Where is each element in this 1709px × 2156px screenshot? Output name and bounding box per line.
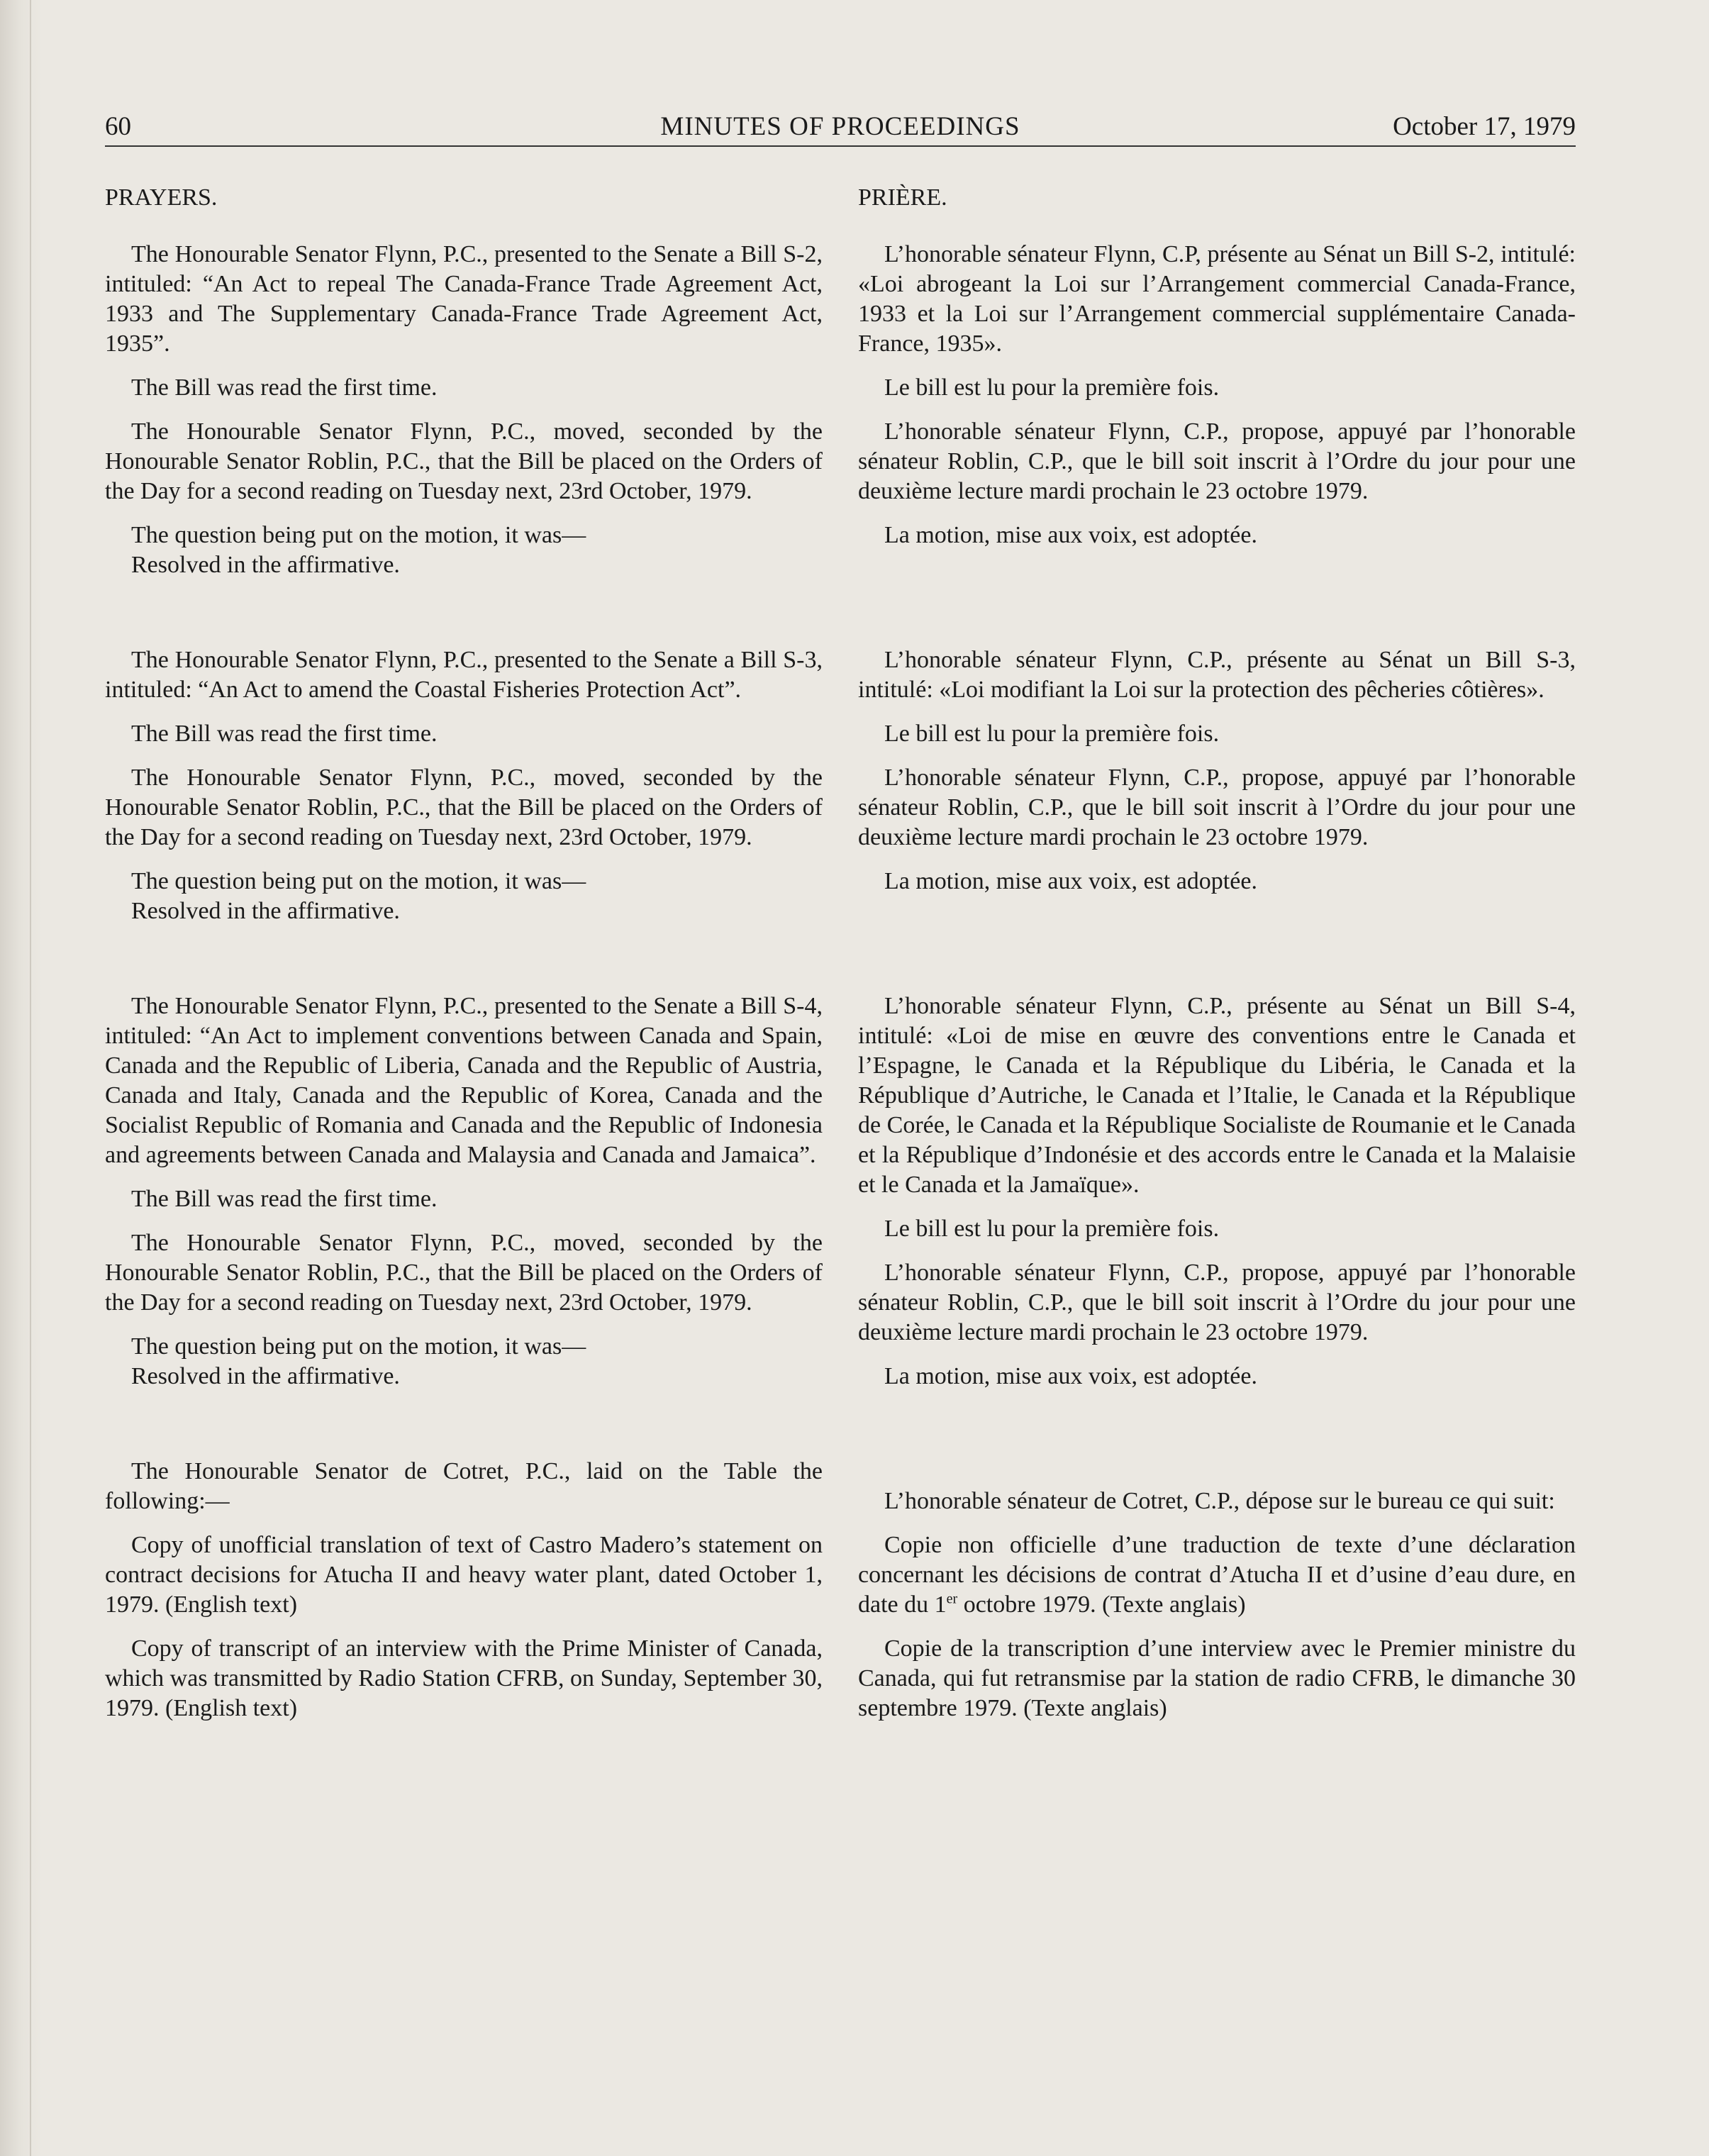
tabled-intro-fr: L’honorable sénateur de Cotret, C.P., dépose sur le bureau ce qui suit: bbox=[884, 1488, 1555, 1514]
bill-s3-resolved: Resolved in the affirmative. bbox=[131, 898, 400, 924]
bill-s3-read: The Bill was read the first time. bbox=[131, 721, 438, 747]
bill-s4-presented: The Honourable Senator Flynn, P.C., presented to the Senate a Bill S-4, intituled: “An Act to implement conventions between Canada and Spain, Canada and the Republic of Liberia, Canada and the Republic of Austria, Canada and Italy, Canada and the Republic of Korea, Canada and the Socialist Republic of Romania and Canada and the Republic of Indonesia and agreements between Canada and Malaysia and Canada and Jamaica”. bbox=[105, 993, 823, 1168]
bill-s4-read: The Bill was read the first time. bbox=[131, 1186, 438, 1212]
header-date: October 17, 1979 bbox=[1393, 112, 1576, 141]
page-number: 60 bbox=[105, 112, 131, 141]
bill-s3-adopted-fr: La motion, mise aux voix, est adoptée. bbox=[884, 868, 1257, 894]
tabled-item-1: Copy of unofficial translation of text of Castro Madero’s statement on contract decisions for Atucha II and heavy water plant, dated October 1, 1979. (English text) bbox=[105, 1532, 823, 1618]
bill-s4-presented-fr: L’honorable sénateur Flynn, C.P., présente au Sénat un Bill S-4, intitulé: «Loi de mise en œuvre des conventions entre le Canada et l’Espagne, le Canada et la République du Libéria, le Canada et la République d’Autriche, le Canada et l’Italie, le Canada et la République de Corée, le Canada et la République Socialiste de Roumanie et le Canada et la République d’Indonésie et des accords entre le Canada et la Malaisie et le Canada et la Jamaïque». bbox=[858, 993, 1576, 1198]
bill-s3-moved-fr: L’honorable sénateur Flynn, C.P., propose, appuyé par l’honorable sénateur Roblin, C.P., que le bill soit inscrit à l’Ordre du jour pour une deuxième lecture mardi prochain le 23 octobre 1979. bbox=[858, 765, 1576, 850]
bill-s2-presented: The Honourable Senator Flynn, P.C., presented to the Senate a Bill S-2, intituled: “An Act to repeal The Canada-France Trade Agreement Act, 1933 and The Supplementary Canada-France Trade Agreement Act, 1935”. bbox=[105, 241, 823, 357]
bill-s4-moved-fr: L’honorable sénateur Flynn, C.P., propose, appuyé par l’honorable sénateur Roblin, C.P., que le bill soit inscrit à l’Ordre du jour pour une deuxième lecture mardi prochain le 23 octobre 1979. bbox=[858, 1260, 1576, 1345]
page-title: MINUTES OF PROCEEDINGS bbox=[660, 112, 1020, 141]
bill-s4-adopted-fr: La motion, mise aux voix, est adoptée. bbox=[884, 1363, 1257, 1389]
bill-s3-read-fr: Le bill est lu pour la première fois. bbox=[884, 721, 1220, 747]
page-binding-edge bbox=[0, 0, 43, 2156]
section-heading-fr: PRIÈRE. bbox=[858, 184, 947, 211]
bill-s2-presented-fr: L’honorable sénateur Flynn, C.P, présente au Sénat un Bill S-2, intitulé: «Loi abrogeant la Loi sur l’Arrangement commercial Canada-France, 1933 et la Loi sur l’Arrangement commercial supplémentaire Canada-France, 1935». bbox=[858, 241, 1576, 357]
tabled-item-2: Copy of transcript of an interview with the Prime Minister of Canada, which was transmitted by Radio Station CFRB, on Sunday, September 30, 1979. (English text) bbox=[105, 1635, 823, 1721]
bill-s2-read: The Bill was read the first time. bbox=[131, 374, 438, 401]
tabled-item-1-fr-text: Copie non officielle d’une traduction de texte d’une déclaration concernant les décisions de contrat d’Atucha II et d’usine d’eau dure, en date du 1 bbox=[858, 1532, 1576, 1618]
bill-s3-presented: The Honourable Senator Flynn, P.C., presented to the Senate a Bill S-3, intituled: “An Act to amend the Coastal Fisheries Protection Act”. bbox=[105, 647, 823, 703]
french-column bbox=[858, 183, 1576, 1723]
english-column bbox=[105, 183, 823, 1723]
bill-s2-question: The question being put on the motion, it was— bbox=[131, 522, 586, 548]
bill-s2-moved-fr: L’honorable sénateur Flynn, C.P., propose, appuyé par l’honorable sénateur Roblin, C.P., que le bill soit inscrit à l’Ordre du jour pour une deuxième lecture mardi prochain le 23 octobre 1979. bbox=[858, 418, 1576, 504]
bill-s4-moved: The Honourable Senator Flynn, P.C., moved, seconded by the Honourable Senator Roblin, P.C., that the Bill be placed on the Orders of the Day for a second reading on Tuesday next, 23rd October, 1979. bbox=[105, 1230, 823, 1316]
bill-s2-resolved: Resolved in the affirmative. bbox=[131, 552, 400, 578]
ordinal-superscript: er bbox=[946, 1591, 958, 1607]
header-rule bbox=[105, 145, 1576, 147]
page-edge-line bbox=[30, 0, 31, 2156]
bill-s3-presented-fr: L’honorable sénateur Flynn, C.P., présente au Sénat un Bill S-3, intitulé: «Loi modifiant la Loi sur la protection des pêcheries côtières». bbox=[858, 647, 1576, 703]
bill-s4-read-fr: Le bill est lu pour la première fois. bbox=[884, 1216, 1220, 1242]
section-heading: PRAYERS. bbox=[105, 184, 218, 211]
running-header bbox=[105, 111, 1576, 148]
bill-s3-moved: The Honourable Senator Flynn, P.C., moved, seconded by the Honourable Senator Roblin, P.C., that the Bill be placed on the Orders of the Day for a second reading on Tuesday next, 23rd October, 1979. bbox=[105, 765, 823, 850]
tabled-item-1-fr-text-end: octobre 1979. (Texte anglais) bbox=[957, 1591, 1246, 1618]
bill-s2-moved: The Honourable Senator Flynn, P.C., moved, seconded by the Honourable Senator Roblin, P.C., that the Bill be placed on the Orders of the Day for a second reading on Tuesday next, 23rd October, 1979. bbox=[105, 418, 823, 504]
bill-s2-adopted-fr: La motion, mise aux voix, est adoptée. bbox=[884, 522, 1257, 548]
tabled-item-2-fr: Copie de la transcription d’une interview avec le Premier ministre du Canada, qui fut retransmise par la station de radio CFRB, le dimanche 30 septembre 1979. (Texte anglais) bbox=[858, 1635, 1576, 1721]
tabled-item-1-fr bbox=[858, 1530, 1576, 1620]
bill-s4-question: The question being put on the motion, it was— bbox=[131, 1333, 586, 1360]
bill-s3-question: The question being put on the motion, it was— bbox=[131, 868, 586, 894]
bill-s4-resolved: Resolved in the affirmative. bbox=[131, 1363, 400, 1389]
tabled-intro: The Honourable Senator de Cotret, P.C., laid on the Table the following:— bbox=[105, 1458, 823, 1514]
bill-s2-read-fr: Le bill est lu pour la première fois. bbox=[884, 374, 1220, 401]
